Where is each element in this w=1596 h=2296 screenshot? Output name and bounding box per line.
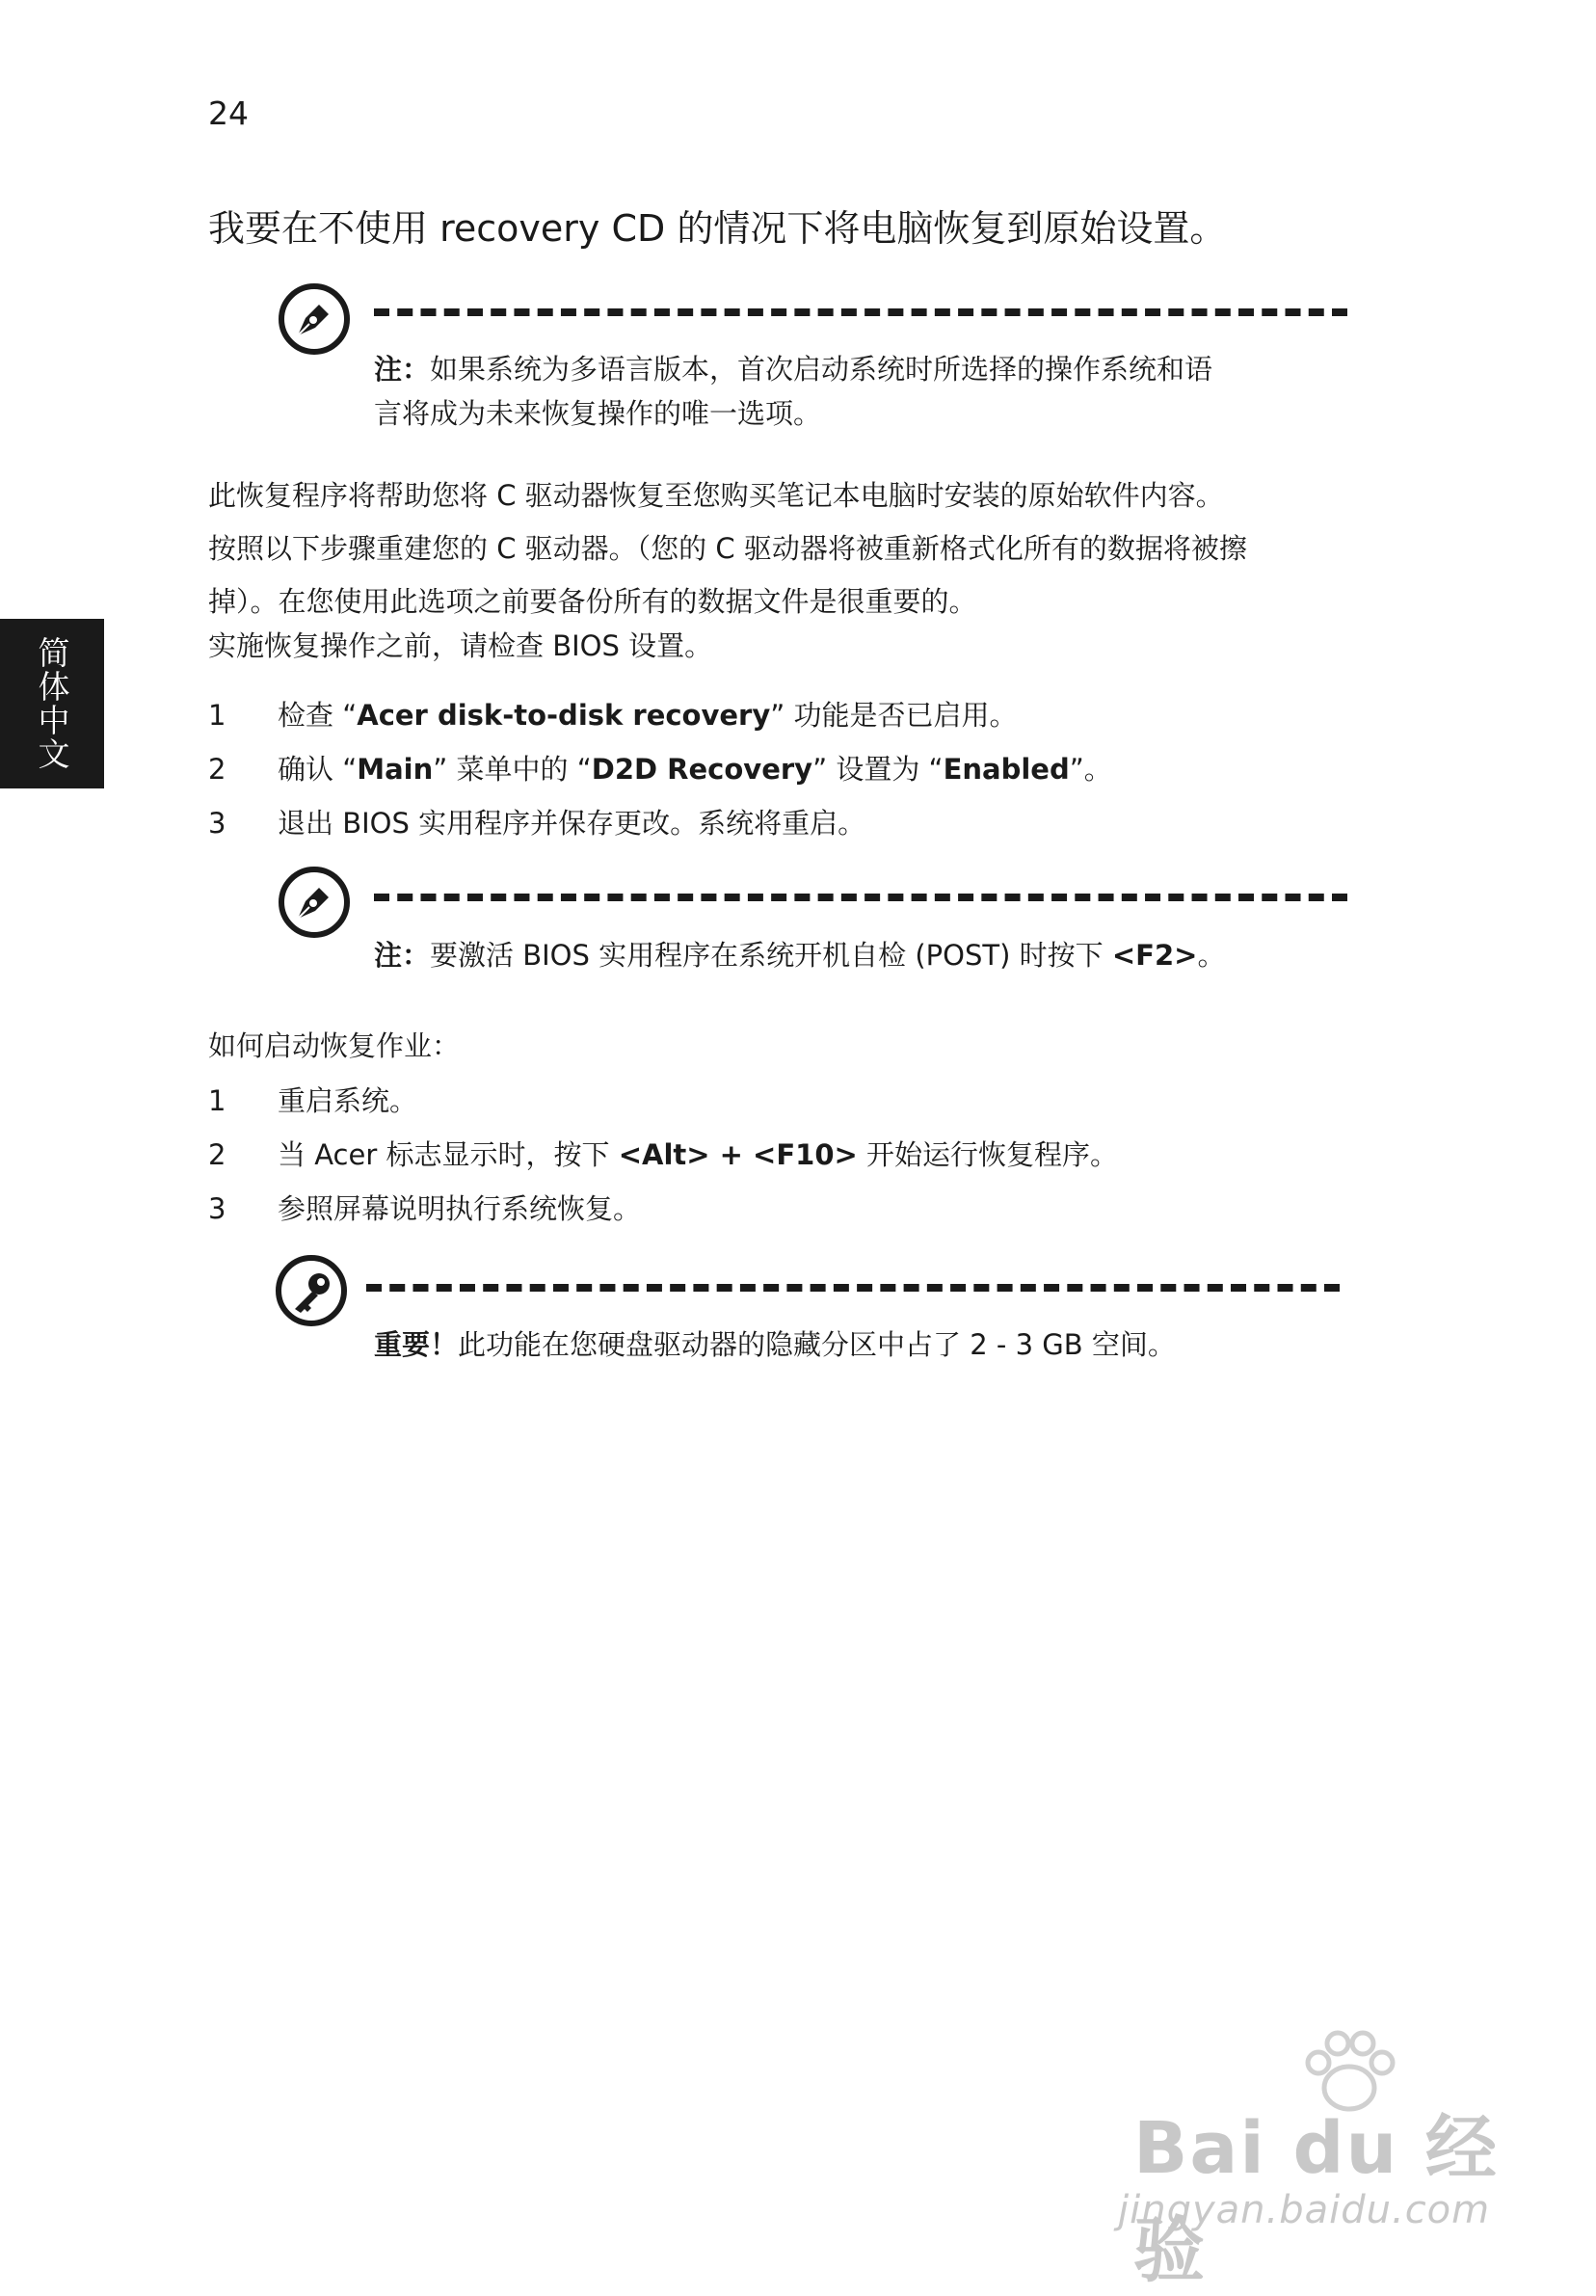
note-divider [374, 894, 1347, 901]
note-2 [374, 933, 1225, 977]
note-divider [374, 308, 1347, 316]
intro-paragraph [208, 469, 1247, 628]
step-text: 重启系统。 [278, 1084, 418, 1117]
recovery-step-3 [208, 1188, 641, 1227]
step-highlight: Main [357, 753, 434, 786]
bios-step-2 [208, 748, 1112, 788]
section-heading: 我要在不使用 recovery CD 的情况下将电脑恢复到原始设置。 [208, 207, 1227, 250]
note-1-line-2: 言将成为未来恢复操作的唯一选项。 [374, 397, 822, 430]
note-1-line-1: 如果系统为多语言版本，首次启动系统时所选择的操作系统和语 [430, 353, 1213, 386]
recovery-intro: 如何启动恢复作业： [208, 1029, 461, 1062]
step-highlight: Acer disk-to-disk recovery [357, 699, 771, 732]
page-number: 24 [208, 94, 249, 132]
note-label: 注： [374, 939, 431, 972]
important-label: 重要！ [374, 1328, 459, 1361]
language-side-tab [0, 619, 104, 788]
step-text: 参照屏幕说明执行系统恢复。 [278, 1192, 642, 1225]
step-text: ” 设置为 “ [812, 753, 944, 786]
note-2-text: 要激活 BIOS 实用程序在系统开机自检 (POST) 时按下 [430, 939, 1112, 972]
watermark-url: jingyan.baidu.com [1118, 2188, 1491, 2232]
note-3-text: 此功能在您硬盘驱动器的隐藏分区中占了 2 - 3 GB 空间。 [458, 1328, 1176, 1361]
baidu-watermark [1118, 2024, 1523, 2292]
bios-step-3 [208, 802, 865, 841]
note-1 [374, 347, 1212, 436]
note-divider [366, 1284, 1340, 1292]
note-label: 注： [374, 353, 431, 386]
key-important-icon [274, 1253, 349, 1328]
step-number: 2 [208, 1138, 226, 1171]
step-number: 1 [208, 699, 226, 732]
intro-line-1: 此恢复程序将帮助您将 C 驱动器恢复至您购买笔记本电脑时安装的原始软件内容。 [208, 479, 1224, 512]
key-combo: <F2> [1111, 939, 1198, 972]
step-text: 检查 “ [278, 699, 358, 732]
step-text: 确认 “ [278, 753, 358, 786]
pen-note-icon [277, 281, 352, 357]
step-highlight: Enabled [943, 753, 1070, 786]
bios-intro: 实施恢复操作之前，请检查 BIOS 设置。 [208, 629, 713, 662]
intro-line-3: 掉）。在您使用此选项之前要备份所有的数据文件是很重要的。 [208, 585, 977, 618]
step-text: ” 菜单中的 “ [433, 753, 592, 786]
step-text: ” 功能是否已启用。 [770, 699, 1018, 732]
side-tab-label: 简体中文 [33, 636, 71, 771]
step-text: 开始运行恢复程序。 [857, 1138, 1119, 1171]
recovery-step-2 [208, 1134, 1118, 1173]
key-combo: <Alt> + <F10> [618, 1138, 858, 1171]
step-text: 当 Acer 标志显示时，按下 [278, 1138, 619, 1171]
intro-line-2: 按照以下步骤重建您的 C 驱动器。（您的 C 驱动器将被重新格式化所有的数据将被擦 [208, 532, 1247, 565]
step-number: 3 [208, 807, 226, 840]
step-text: 退出 BIOS 实用程序并保存更改。系统将重启。 [278, 807, 866, 840]
note-2-text: 。 [1197, 939, 1226, 972]
pen-note-icon [277, 865, 352, 940]
step-number: 2 [208, 753, 226, 786]
note-3 [374, 1322, 1176, 1367]
watermark-logo: Bai du 经验 [1133, 2107, 1499, 2292]
step-number: 3 [208, 1192, 226, 1225]
step-text: ”。 [1069, 753, 1112, 786]
bios-step-1 [208, 694, 1018, 734]
step-number: 1 [208, 1084, 226, 1117]
step-highlight: D2D Recovery [591, 753, 813, 786]
recovery-step-1 [208, 1080, 417, 1119]
